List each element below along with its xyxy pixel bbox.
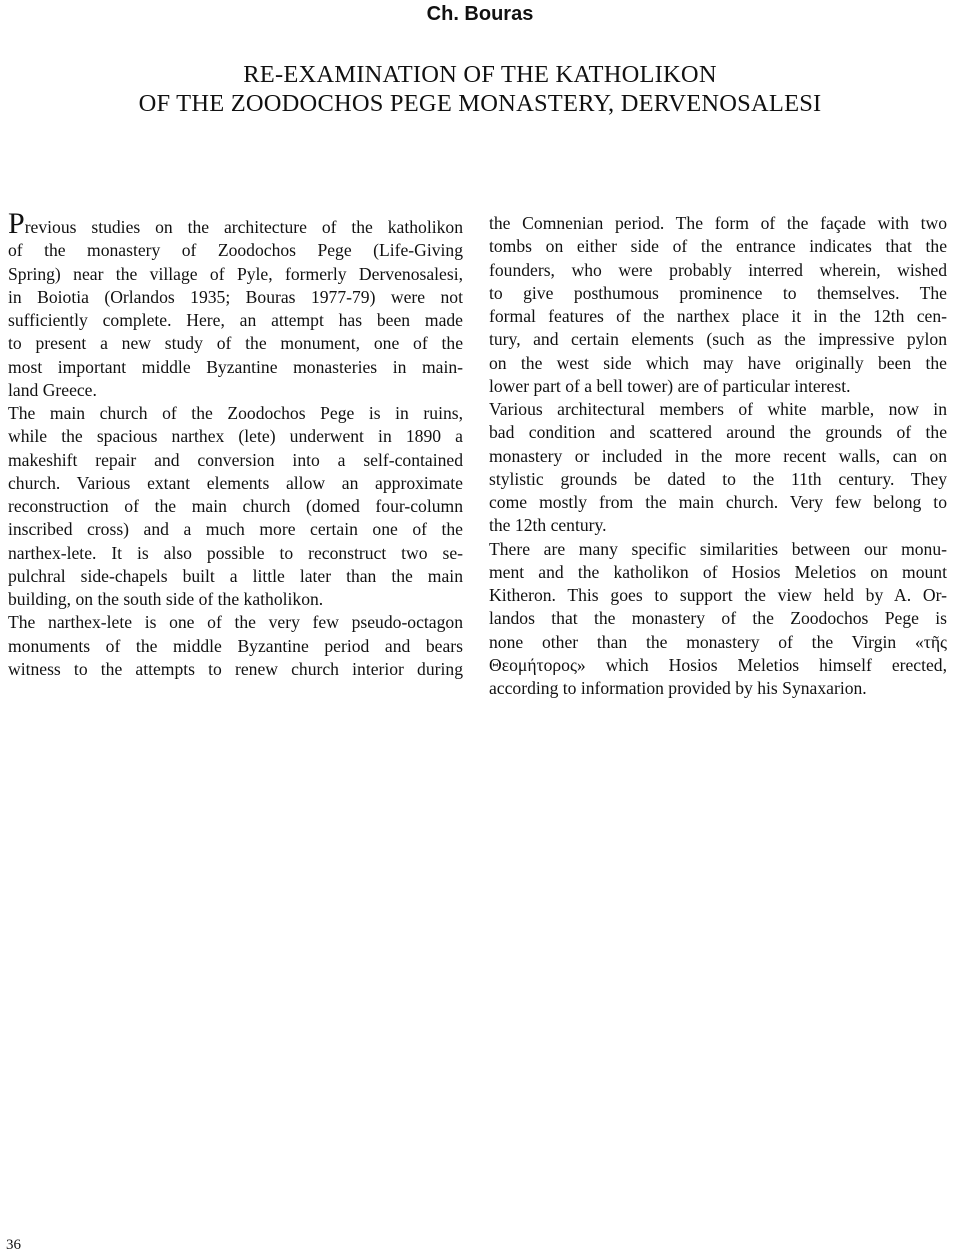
paragraph-similarities xyxy=(489,538,947,701)
paragraph-comnenian-period xyxy=(489,212,947,398)
text-line: to present a new study of the monument, one of the xyxy=(8,333,463,354)
text-line: monastery or included in the more recent walls, can on xyxy=(489,445,947,466)
text-line: tury, and certain elements (such as the impressive pylon xyxy=(489,329,947,350)
text-line: none other than the monastery of the Virgin «τῆς xyxy=(489,631,947,652)
text-line: reconstruction of the main church (domed four-column xyxy=(8,496,463,516)
text-line: witness to the attempts to renew church interior during xyxy=(8,658,463,679)
title-line-1: RE-EXAMINATION OF THE KATHOLIKON xyxy=(243,61,717,88)
text-line: ment and the katholikon of Hosios Meletios on mount xyxy=(489,561,947,582)
text-line: formal features of the narthex place it in the 12th cen- xyxy=(489,306,947,326)
paragraph-previous-studies xyxy=(8,207,463,402)
text-line: Various architectural members of white marble, now in xyxy=(489,399,947,419)
text-line: bad condition and scattered around the grounds of the xyxy=(489,422,947,443)
text-line: lower part of a bell tower) are of particular interest. xyxy=(489,375,851,396)
right-column xyxy=(489,212,947,700)
text-line: to give posthumous prominence to themselves. The xyxy=(489,282,947,303)
text-line: land Greece. xyxy=(8,379,97,400)
text-line: Spring) near the village of Pyle, formerly Dervenosalesi, xyxy=(8,263,463,284)
text-line: according to information provided by his Synaxarion. xyxy=(489,678,867,698)
text-line-content: revious studies on the architecture of the katholikon xyxy=(24,217,463,237)
text-line: landos that the monastery of the Zoodochos Pege is xyxy=(489,608,947,629)
text-line: most important middle Byzantine monasteries in main- xyxy=(8,356,463,377)
paragraph-main-church xyxy=(8,402,463,611)
paragraph-narthex-lete xyxy=(8,611,463,681)
text-line: makeshift repair and conversion into a self-contained xyxy=(8,449,463,470)
text-line: Θεομήτορος» which Hosios Meletios himself erected, xyxy=(489,654,947,675)
text-line: pulchral side-chapels built a little later than the main xyxy=(8,565,463,586)
text-line: inscribed cross) and a much more certain one of the xyxy=(8,519,463,540)
author-name: Ch. Bouras xyxy=(426,3,534,25)
text-line: of the monastery of Zoodochos Pege (Life-Giving xyxy=(8,240,463,261)
text-line: building, on the south side of the katholikon. xyxy=(8,589,324,609)
text-line: narthex-lete. It is also possible to reconstruct two se- xyxy=(8,542,463,563)
page-number: 36 xyxy=(6,1237,21,1253)
left-column xyxy=(8,207,463,681)
dropcap-letter: P xyxy=(8,207,25,240)
text-line: church. Various extant elements allow an approximate xyxy=(8,472,463,493)
text-line: while the spacious narthex (lete) underwent in 1890 a xyxy=(8,426,463,447)
paragraph-marble-members xyxy=(489,398,947,538)
text-line: The main church of the Zoodochos Pege is in ruins, xyxy=(8,403,463,423)
text-line: on the west side which may have originally been the xyxy=(489,352,947,373)
text-line: come mostly from the main church. Very few belong to xyxy=(489,492,947,512)
text-line: tombs on either side of the entrance indicates that the xyxy=(489,236,947,257)
title-line-2: OF THE ZOODOCHOS PEGE MONASTERY, DERVENOSALESI xyxy=(138,90,822,117)
text-line: stylistic grounds be dated to the 11th century. They xyxy=(489,468,947,489)
text-line: the Comnenian period. The form of the façade with two xyxy=(489,213,947,233)
text-line: monuments of the middle Byzantine period and bears xyxy=(8,635,463,656)
text-line: the 12th century. xyxy=(489,515,607,536)
text-line: founders, who were probably interred wherein, wished xyxy=(489,259,947,280)
text-line: Kitheron. This goes to support the view held by A. Or- xyxy=(489,585,947,605)
text-line: The narthex-lete is one of the very few pseudo-octagon xyxy=(8,612,463,633)
text-line: in Boiotia (Orlandos 1935; Bouras 1977-79) were not xyxy=(8,286,463,307)
text-line: There are many specific similarities between our monu- xyxy=(489,538,947,559)
text-line: sufficiently complete. Here, an attempt has been made xyxy=(8,310,463,330)
article-title xyxy=(0,60,960,118)
text-line xyxy=(8,207,463,240)
